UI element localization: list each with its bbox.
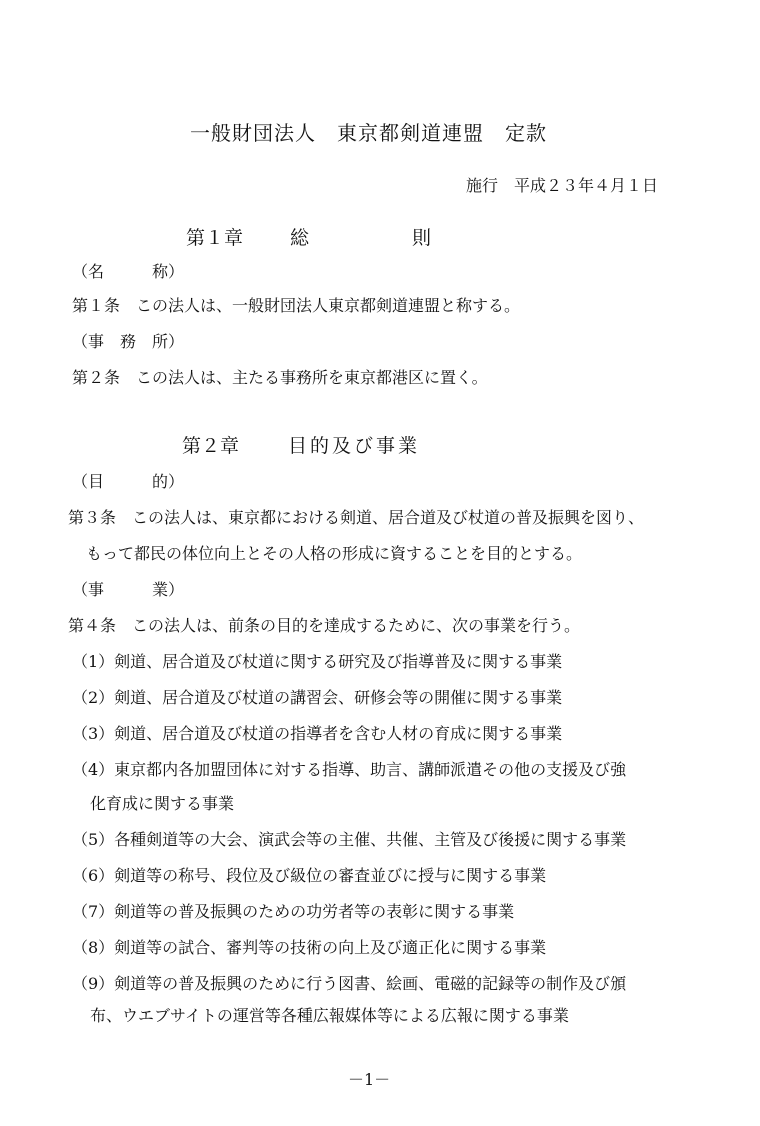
page-number: －1－	[348, 1070, 391, 1089]
business-item-6: （6）剣道等の称号、段位及び級位の審査並びに授与に関する事業	[72, 866, 547, 885]
business-item-8: （8）剣道等の試合、審判等の技術の向上及び適正化に関する事業	[72, 938, 547, 957]
chapter1-number: 第１章	[186, 227, 244, 249]
business-item-1: （1）剣道、居合道及び杖道に関する研究及び指導普及に関する事業	[72, 652, 563, 671]
business-item-2: （2）剣道、居合道及び杖道の講習会、研修会等の開催に関する事業	[72, 688, 563, 707]
article4-caption: （事 業）	[72, 580, 185, 599]
document-title: 一般財団法人 東京都剣道連盟 定款	[190, 121, 547, 145]
chapter2-title: 目的及び事業	[288, 435, 421, 457]
article4-text: 第４条 この法人は、前条の目的を達成するために、次の事業を行う。	[68, 616, 581, 635]
article1-text: 第１条 この法人は、一般財団法人東京都剣道連盟と称する。	[72, 296, 521, 315]
business-item-5: （5）各種剣道等の大会、演武会等の主催、共催、主管及び後援に関する事業	[72, 830, 627, 849]
article3-text-line1: 第３条 この法人は、東京都における剣道、居合道及び杖道の普及振興を図り、	[68, 508, 645, 527]
article3-caption: （目 的）	[72, 472, 185, 491]
article2-caption: （事 務 所）	[72, 332, 185, 351]
article3-text-line2: もって都民の体位向上とその人格の形成に資することを目的とする。	[86, 544, 583, 563]
chapter1-title-part1: 総	[290, 227, 310, 249]
article1-caption: （名 称）	[72, 262, 185, 281]
business-item-7: （7）剣道等の普及振興のための功労者等の表彰に関する事業	[72, 902, 515, 921]
chapter1-title-part2: 則	[412, 227, 432, 249]
business-item-4-line1: （4）東京都内各加盟団体に対する指導、助言、講師派遣その他の支援及び強	[72, 760, 627, 779]
chapter2-number: 第２章	[182, 435, 240, 457]
enforcement-date: 施行 平成２３年４月１日	[466, 176, 659, 195]
business-item-9-line2: 布、ウエブサイトの運営等各種広報媒体等による広報に関する事業	[90, 1006, 569, 1025]
business-item-3: （3）剣道、居合道及び杖道の指導者を含む人材の育成に関する事業	[72, 724, 563, 743]
article2-text: 第２条 この法人は、主たる事務所を東京都港区に置く。	[72, 368, 488, 387]
business-item-4-line2: 化育成に関する事業	[90, 794, 235, 813]
business-item-9-line1: （9）剣道等の普及振興のために行う図書、絵画、電磁的記録等の制作及び頒	[72, 974, 627, 993]
